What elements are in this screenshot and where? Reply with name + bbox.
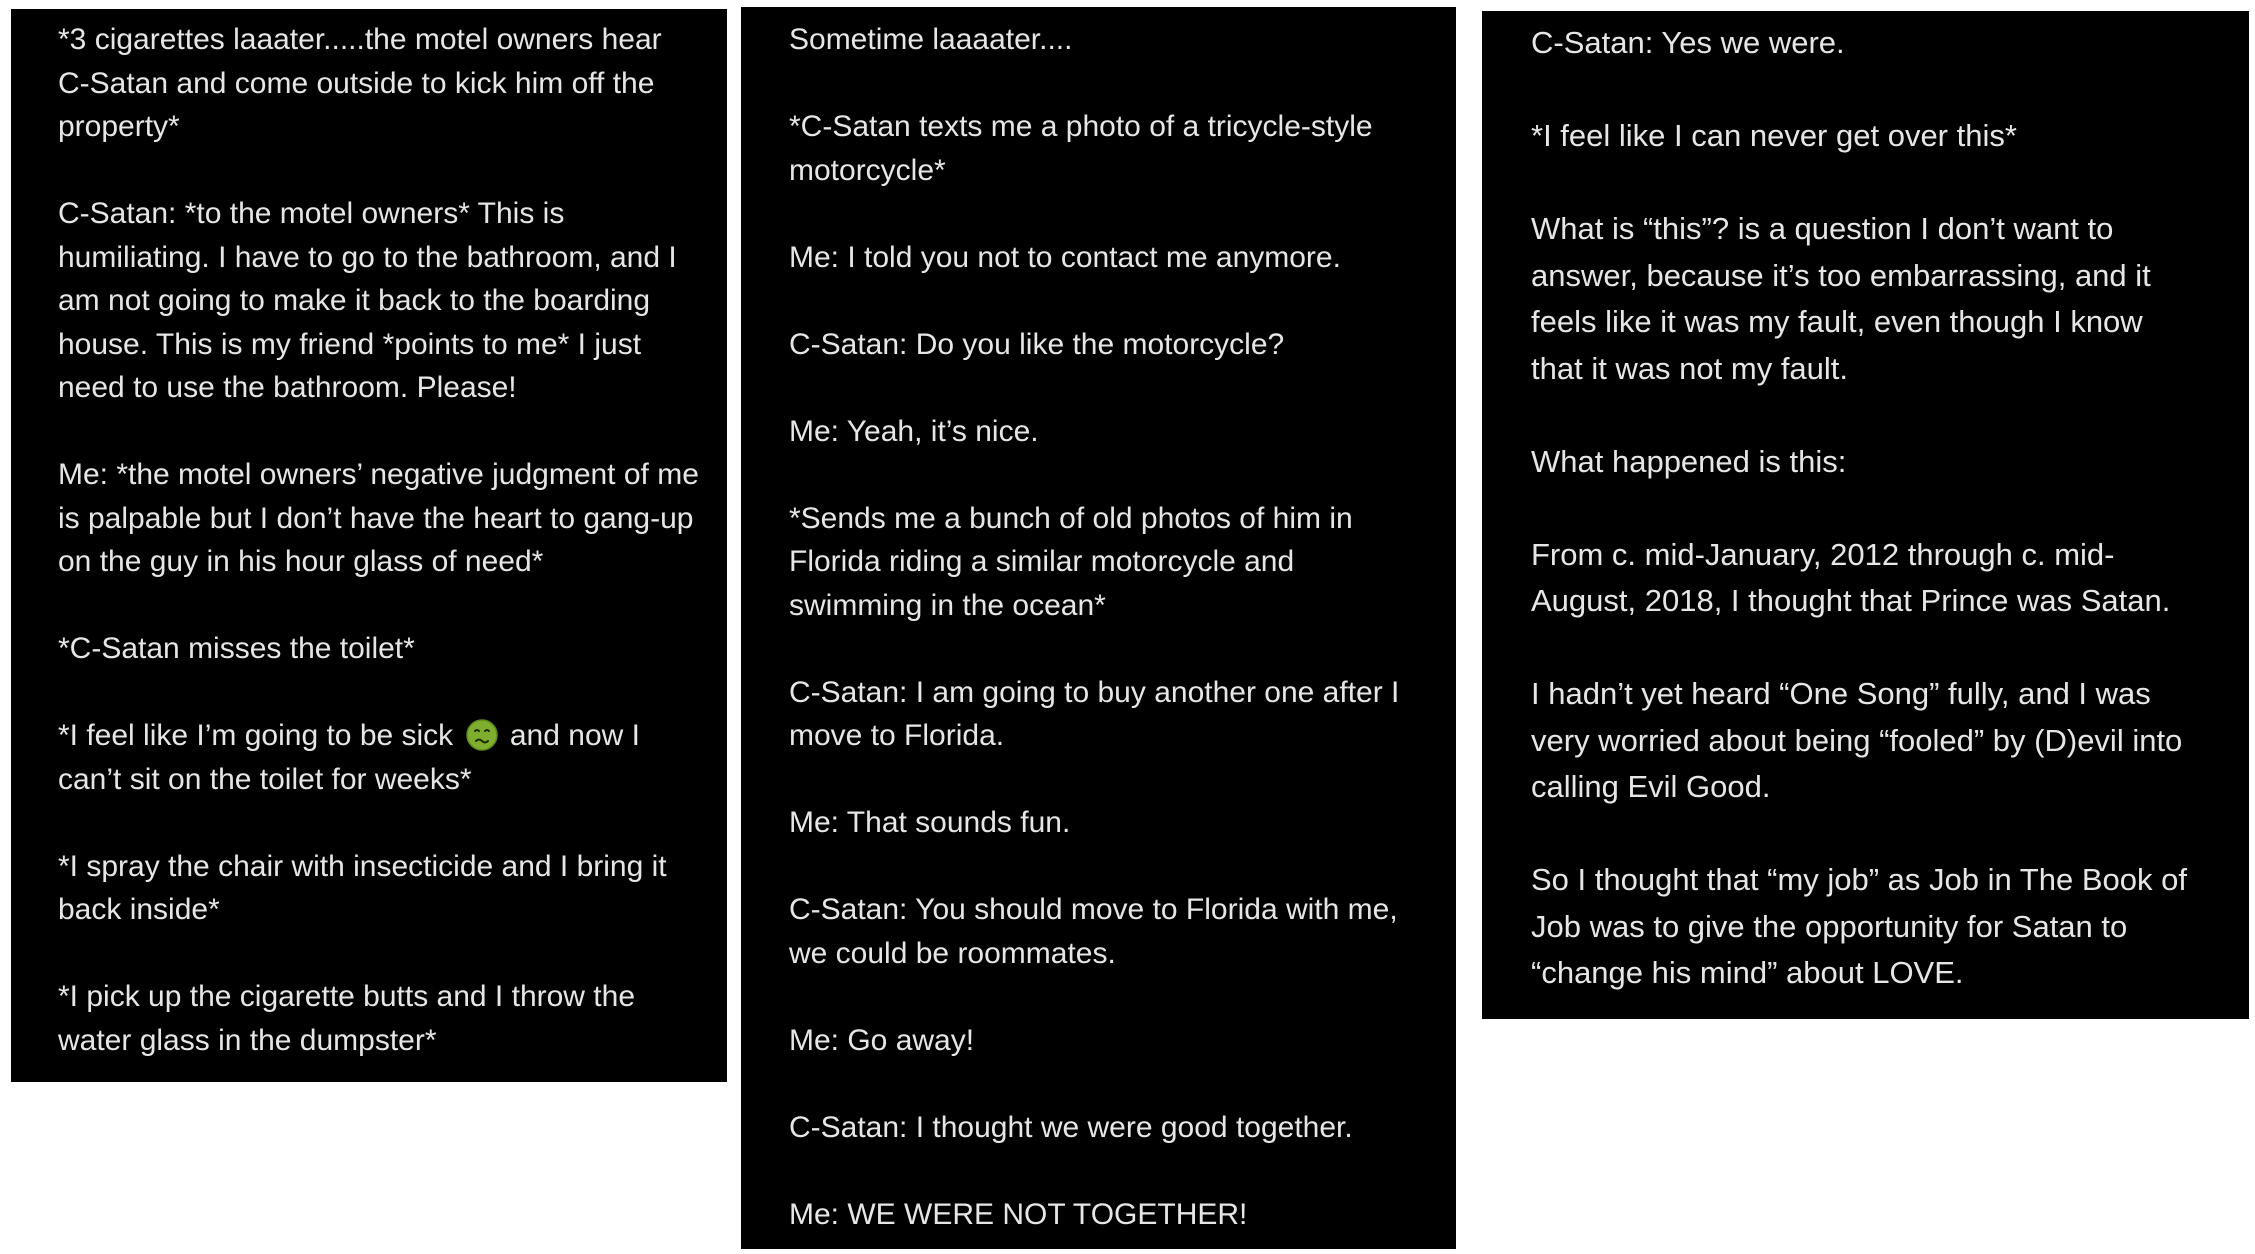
paragraph: Me: That sounds fun.	[789, 806, 1071, 839]
screenshot-panel-middle	[741, 7, 1456, 1249]
paragraph: Me: WE WERE NOT TOGETHER!	[789, 1197, 1248, 1231]
paragraph: Sometime laaaater....	[789, 23, 1073, 56]
paragraph: I hadn’t yet heard “One Song” fully, and I was very worried about being “fooled” by (D)evil into calling Evil Good.	[1531, 676, 2183, 804]
paragraph: C-Satan: You should move to Florida with me, we could be roommates.	[789, 893, 1398, 970]
paragraph: So I thought that “my job” as Job in The Book of Job was to give the opportunity for Satan to “change his mind” about LOVE.	[1531, 862, 2187, 990]
paragraph: *C-Satan misses the toilet*	[58, 632, 415, 665]
paragraph: *Sends me a bunch of old photos of him in Florida riding a similar motorcycle and swimming in the ocean*	[789, 501, 1353, 622]
paragraph-text-before-emoji: *I feel like I’m going to be sick	[58, 719, 462, 752]
paragraph: From c. mid-January, 2012 through c. mid- August, 2018, I thought that Prince was Satan.	[1531, 536, 2171, 618]
paragraph: Me: *the motel owners’ negative judgment of me is palpable but I don’t have the heart to gang-up on the guy in his hour glass of need*	[58, 458, 699, 578]
paragraph: What is “this”? is a question I don’t want to answer, because it’s too embarrassing, and it feels like it was my fault, even though I know that it was not my fault.	[1531, 211, 2151, 386]
paragraph: Me: I told you not to contact me anymore.	[789, 240, 1341, 274]
paragraph: *I feel like I can never get over this*	[1531, 118, 2017, 153]
paragraph: Me: Yeah, it’s nice.	[789, 414, 1039, 448]
paragraph-text-after-emoji: and now I can’t sit on the toilet for weeks*	[58, 719, 640, 796]
paragraph: *I pick up the cigarette butts and I throw the water glass in the dumpster*	[58, 980, 636, 1057]
paragraph: *3 cigarettes laaater.....the motel owners hear C-Satan and come outside to kick him off the property*	[58, 23, 662, 143]
screenshot-panel-left	[11, 9, 727, 1082]
paragraph: C-Satan: *to the motel owners* This is humiliating. I have to go to the bathroom, and I am not going to make it back to the boarding house. This is my friend *points to me* I just need to use the bathroom. Please!	[58, 197, 677, 404]
screenshot-panel-right	[1482, 11, 2249, 1019]
paragraph: C-Satan: Do you like the motorcycle?	[789, 327, 1285, 361]
paragraph: *I spray the chair with insecticide and I bring it back inside*	[58, 849, 667, 926]
paragraph: C-Satan: Yes we were.	[1531, 25, 1845, 60]
paragraph-with-emoji	[58, 714, 707, 801]
nauseated-face-icon	[466, 719, 498, 751]
paragraph: C-Satan: I thought we were good together.	[789, 1110, 1353, 1144]
paragraph: What happened is this:	[1531, 443, 1847, 479]
paragraph: C-Satan: I am going to buy another one after I move to Florida.	[789, 675, 1400, 752]
paragraph: *C-Satan texts me a photo of a tricycle-style motorcycle*	[789, 110, 1373, 187]
paragraph: Me: Go away!	[789, 1023, 975, 1057]
